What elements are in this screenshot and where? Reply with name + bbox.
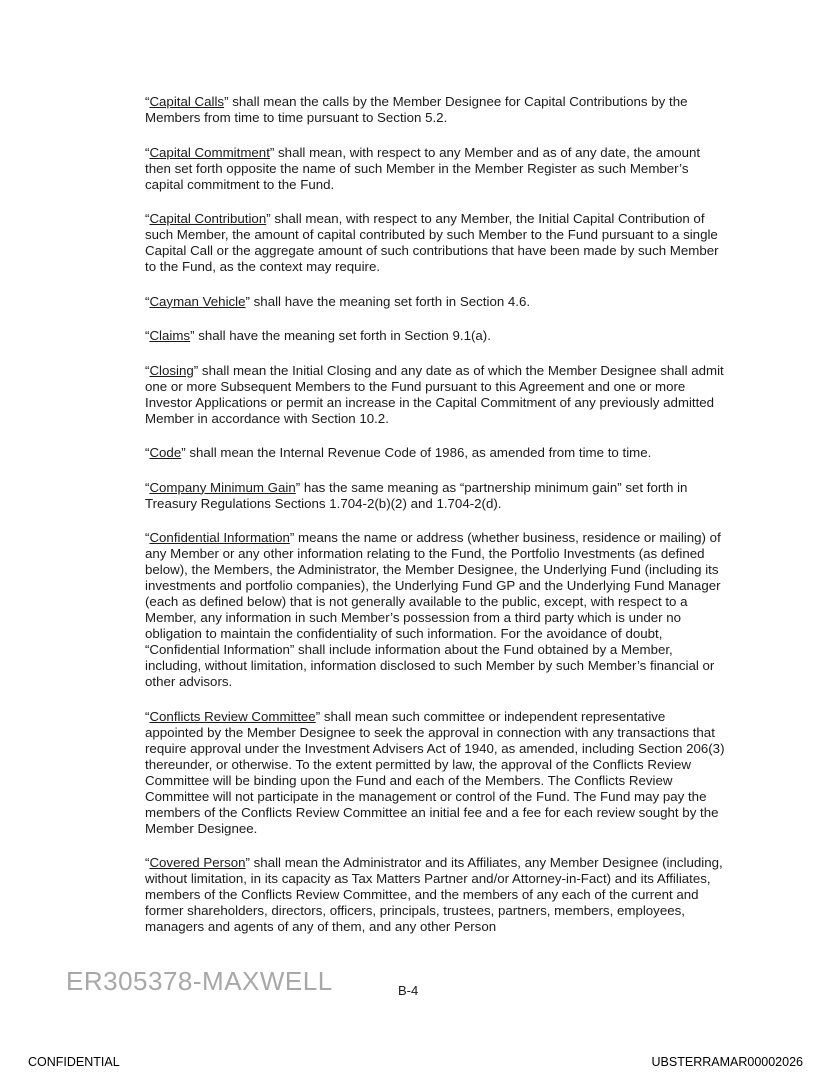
definition-paragraph: “Company Minimum Gain” has the same meaning as “partnership minimum gain” set forth in Treasury Regulations Sections 1.704-2(b)(2) and 1.704-2(d).	[145, 479, 688, 511]
bates-number: UBSTERRAMAR00002026	[651, 1055, 803, 1069]
bates-watermark: ER305378-MAXWELL	[66, 966, 333, 996]
definition-paragraph: “Capital Contribution” shall mean, with respect to any Member, the Initial Capital Contribution of such Member, the amount of capital contributed by such Member to the Fund pursuant to a single Capital Call or the aggregate amount of such contributions that have been made by such Member to the Fund, as the context may require.	[145, 211, 719, 274]
definition-paragraph: “Covered Person” shall mean the Administrator and its Affiliates, any Member Designee (including, without limitation, in its capacity as Tax Matters Partner and/or Attorney-in-Fact) and its Affiliates, members of the Conflicts Review Committee, and the members of any each of the current and former shareholders, directors, officers, principals, trustees, partners, members, employees, managers and agents of any of them, and any other Person	[145, 855, 723, 934]
definition-paragraph: “Capital Calls” shall mean the calls by the Member Designee for Capital Contributions by the Members from time to time pursuant to Section 5.2.	[145, 94, 688, 125]
defined-term: Capital Calls	[149, 94, 225, 109]
definition-text: shall have the meaning set forth in Section 4.6.	[249, 293, 531, 309]
defined-term: Code	[149, 445, 182, 460]
definition-text: means the name or address (whether business, residence or mailing) of any Member or any other information relating to the Fund, the Portfolio Investments (as defined below), the Members, the Administrator, the Member Designee, the Underlying Fund (including its investments and portfolio companies), the Underlying Fund GP and the Underlying Fund Manager (each as defined below) that is not generally available to the public, except, with respect to a Member, any information in such Member’s possession from a third party which is under no obligation to maintain the confidentiality of such information. For the avoidance of doubt, “Confidential Information” shall include information about the Fund obtained by a Member, including, without limitation, information disclosed to such Member by such Member’s financial or other advisors.	[145, 530, 721, 689]
definition-paragraph: “Confidential Information” means the name or address (whether business, residence or mailing) of any Member or any other information relating to the Fund, the Portfolio Investments (as defined below), the Members, the Administrator, the Member Designee, the Underlying Fund (including its investments and portfolio companies), the Underlying Fund GP and the Underlying Fund Manager (each as defined below) that is not generally available to the public, except, with respect to a Member, any information in such Member’s possession from a third party which is under no obligation to maintain the confidentiality of such information. For the avoidance of doubt, “Confidential Information” shall include information about the Fund obtained by a Member, including, without limitation, information disclosed to such Member by such Member’s financial or other advisors.	[145, 530, 721, 689]
definition-text: shall mean the Initial Closing and any date as of which the Member Designee shall admit one or more Subsequent Members to the Fund pursuant to this Agreement and one or more Investor Applications or permit an increase in the Capital Commitment of any previously admitted Member in accordance with Section 10.2.	[145, 362, 724, 426]
definition-paragraph: “Conflicts Review Committee” shall mean such committee or independent representative appointed by the Member Designee to seek the approval in connection with any transactions that require approval under the Investment Advisers Act of 1940, as amended, including Section 206(3) thereunder, or otherwise. To the extent permitted by law, the approval of the Conflicts Review Committee will be binding upon the Fund and each of the Members. The Conflicts Review Committee will not participate in the management or control of the Fund. The Fund may pay the members of the Conflicts Review Committee an initial fee and a fee for each review sought by the Member Designee.	[145, 708, 725, 836]
defined-term: Conflicts Review Committee	[149, 708, 316, 724]
definition-text: shall have the meaning set forth in Section 9.1(a).	[194, 328, 491, 343]
defined-term: Capital Commitment	[149, 144, 270, 160]
definition-paragraph: “Closing” shall mean the Initial Closing and any date as of which the Member Designee shall admit one or more Subsequent Members to the Fund pursuant to this Agreement and one or more Investor Applications or permit an increase in the Capital Commitment of any previously admitted Member in accordance with Section 10.2.	[145, 362, 724, 426]
definition-text: shall mean the Internal Revenue Code of 1986, as amended from time to time.	[185, 445, 652, 460]
defined-term: Capital Contribution	[149, 211, 267, 226]
definition-paragraph: “Code” shall mean the Internal Revenue Code of 1986, as amended from time to time.	[145, 445, 652, 460]
defined-term: Confidential Information	[149, 530, 290, 545]
definition-text: shall mean, with respect to any Member, the Initial Capital Contribution of such Member, the amount of capital contributed by such Member to the Fund pursuant to a single Capital Call or the aggregate amount of such contributions that have been made by such Member to the Fund, as the context may require.	[145, 211, 719, 274]
definition-paragraph: “Claims” shall have the meaning set forth in Section 9.1(a).	[145, 328, 491, 343]
definition-paragraph: “Capital Commitment” shall mean, with respect to any Member and as of any date, the amount then set forth opposite the name of such Member in the Member Register as such Member’s capital commitment to the Fund.	[145, 144, 701, 192]
defined-term: Covered Person	[149, 855, 246, 870]
definition-text: shall mean, with respect to any Member and as of any date, the amount then set forth opposite the name of such Member in the Member Register as such Member’s capital commitment to the Fund.	[145, 144, 701, 192]
confidential-label: CONFIDENTIAL	[28, 1055, 120, 1069]
definition-text: shall mean the Administrator and its Affiliates, any Member Designee (including, without limitation, in its capacity as Tax Matters Partner and/or Attorney-in-Fact) and its Affiliates, members of the Conflicts Review Committee, and the members of any each of the current and former shareholders, directors, officers, principals, trustees, partners, members, employees, managers and agents of any of them, and any other Person	[145, 855, 723, 934]
page-number: B-4	[398, 983, 419, 998]
definition-text: has the same meaning as “partnership minimum gain” set forth in Treasury Regulations Sections 1.704-2(b)(2) and 1.704-2(d).	[145, 479, 688, 511]
definition-paragraph: “Cayman Vehicle” shall have the meaning set forth in Section 4.6.	[145, 293, 531, 309]
defined-term: Cayman Vehicle	[149, 293, 246, 309]
document-body	[145, 94, 725, 954]
defined-term: Company Minimum Gain	[149, 479, 296, 495]
defined-term: Closing	[149, 362, 194, 378]
definition-text: shall mean the calls by the Member Designee for Capital Contributions by the Members from time to time pursuant to Section 5.2.	[145, 94, 688, 125]
definition-text: shall mean such committee or independent representative appointed by the Member Designee to seek the approval in connection with any transactions that require approval under the Investment Advisers Act of 1940, as amended, including Section 206(3) thereunder, or otherwise. To the extent permitted by law, the approval of the Conflicts Review Committee will be binding upon the Fund and each of the Members. The Conflicts Review Committee will not participate in the management or control of the Fund. The Fund may pay the members of the Conflicts Review Committee an initial fee and a fee for each review sought by the Member Designee.	[145, 708, 725, 836]
defined-term: Claims	[149, 328, 191, 343]
